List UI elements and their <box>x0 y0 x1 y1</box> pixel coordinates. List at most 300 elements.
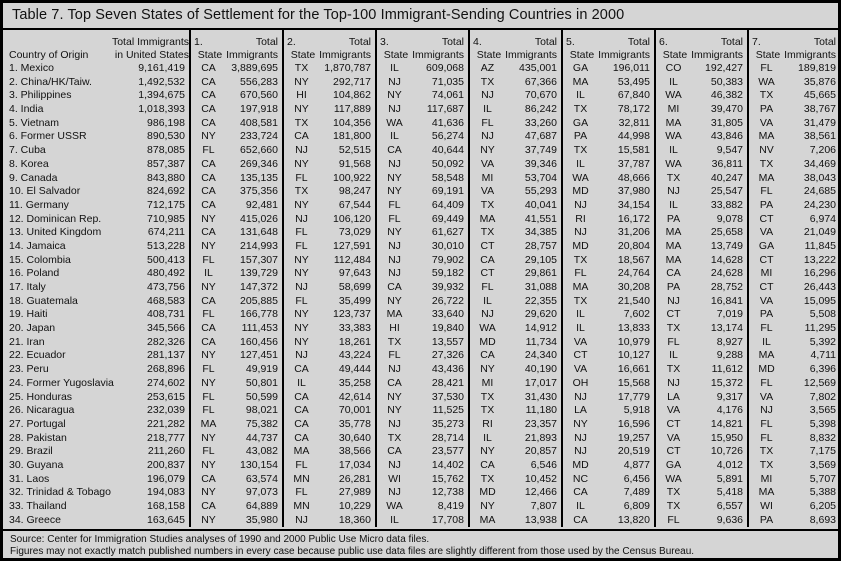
table-row <box>3 391 838 405</box>
immigrants-cell-5: 15,568 <box>617 376 650 389</box>
immigrants-cell-7: 34,469 <box>803 157 836 170</box>
state-cell-2: CA <box>282 418 319 432</box>
immigrants-cell-5: 17,779 <box>617 390 650 403</box>
immigrants-cell-7: 8,693 <box>809 513 836 526</box>
immigrants-cell-7: 5,398 <box>809 417 836 430</box>
state-cell-5: TX <box>561 144 598 158</box>
country-cell: 3. Philippines <box>9 89 72 102</box>
header-group-5-total-immigrants: Total Immigrants <box>598 36 650 61</box>
table-row <box>3 76 838 90</box>
state-cell-3: NY <box>375 404 412 418</box>
immigrants-cell-4: 29,105 <box>524 253 557 266</box>
country-cell: 17. Italy <box>9 281 46 293</box>
state-cell-6: FL <box>654 336 691 350</box>
table-row <box>3 172 838 186</box>
country-cell: 20. Japan <box>9 322 56 335</box>
state-cell-6: FL <box>654 514 691 528</box>
immigrants-cell-7: 26,443 <box>803 281 836 293</box>
immigrants-cell-3: 27,326 <box>431 349 464 362</box>
immigrants-cell-3: 28,421 <box>431 376 464 389</box>
state-cell-2: CA <box>282 404 319 418</box>
state-cell-2: FL <box>282 295 319 309</box>
country-cell: 22. Ecuador <box>9 349 66 362</box>
immigrants-cell-2: 91,568 <box>338 157 371 170</box>
immigrants-cell-2: 104,356 <box>333 116 371 129</box>
immigrants-cell-2: 27,989 <box>338 486 371 499</box>
header-group-1-total-immigrants: Total Immigrants <box>226 36 278 61</box>
immigrants-cell-3: 14,402 <box>431 458 464 471</box>
state-cell-3: WI <box>375 473 412 487</box>
country-cell: 16. Poland <box>9 267 60 280</box>
state-cell-6: CT <box>654 445 691 459</box>
state-cell-4: TX <box>468 76 505 90</box>
state-cell-4: CA <box>468 349 505 363</box>
immigrants-cell-2: 97,643 <box>338 267 371 280</box>
table-row <box>3 473 838 487</box>
immigrants-cell-7: 15,095 <box>803 294 836 307</box>
state-cell-7: PA <box>747 103 784 117</box>
immigrants-cell-3: 74,061 <box>431 89 464 102</box>
state-cell-7: MA <box>747 486 784 500</box>
header-group-2-total-immigrants: Total Immigrants <box>319 36 371 61</box>
immigrants-cell-1: 375,356 <box>240 185 278 198</box>
state-cell-4: WA <box>468 322 505 336</box>
total-us-immigrants-cell: 221,282 <box>147 417 185 430</box>
immigrants-cell-4: 6,546 <box>530 458 557 471</box>
immigrants-cell-5: 10,979 <box>617 335 650 348</box>
state-cell-7: VA <box>747 391 784 405</box>
source-note: Source: Center for Immigration Studies analyses of 1990 and 2000 Public Use Micro data files. <box>10 534 430 546</box>
immigrants-cell-5: 10,127 <box>617 349 650 362</box>
state-cell-6: PA <box>654 281 691 295</box>
state-cell-6: MA <box>654 254 691 268</box>
state-cell-2: TX <box>282 185 319 199</box>
immigrants-cell-4: 31,430 <box>524 390 557 403</box>
state-cell-2: NJ <box>282 213 319 227</box>
immigrants-cell-3: 26,722 <box>431 294 464 307</box>
state-cell-1: CA <box>189 473 226 487</box>
immigrants-cell-6: 6,557 <box>716 500 743 512</box>
state-cell-6: CT <box>654 418 691 432</box>
state-cell-6: CT <box>654 308 691 322</box>
state-cell-2: NJ <box>282 281 319 295</box>
state-cell-4: IL <box>468 103 505 117</box>
header-group-6-number-state: 6. State <box>654 30 691 62</box>
immigrants-cell-4: 37,749 <box>524 144 557 157</box>
immigrants-cell-3: 71,035 <box>431 75 464 88</box>
immigrants-cell-5: 30,208 <box>617 281 650 293</box>
immigrants-cell-2: 38,566 <box>338 445 371 458</box>
state-cell-5: LA <box>561 404 598 418</box>
immigrants-cell-7: 35,876 <box>803 75 836 88</box>
state-cell-5: NJ <box>561 199 598 213</box>
state-cell-3: NJ <box>375 486 412 500</box>
table-row <box>3 432 838 446</box>
header-group-3-total-immigrants: Total Immigrants <box>412 36 464 61</box>
state-cell-7: VA <box>747 226 784 240</box>
total-us-immigrants-cell: 473,756 <box>147 281 185 293</box>
immigrants-cell-2: 100,922 <box>333 171 371 184</box>
immigrants-cell-5: 196,011 <box>612 62 650 74</box>
immigrants-cell-3: 69,191 <box>431 185 464 198</box>
state-cell-1: NY <box>189 240 226 254</box>
state-cell-7: FL <box>747 432 784 446</box>
immigrants-cell-2: 17,034 <box>338 458 371 471</box>
immigrants-cell-4: 29,861 <box>524 267 557 280</box>
country-cell: 18. Guatemala <box>9 294 78 307</box>
state-cell-4: MA <box>468 213 505 227</box>
state-cell-1: CA <box>189 158 226 172</box>
total-us-immigrants-cell: 253,615 <box>147 390 185 403</box>
immigrants-cell-4: 7,807 <box>530 500 557 512</box>
immigrants-cell-7: 38,767 <box>803 103 836 116</box>
state-cell-1: FL <box>189 308 226 322</box>
state-cell-4: FL <box>468 281 505 295</box>
immigrants-cell-1: 160,456 <box>240 335 278 348</box>
total-us-immigrants-cell: 513,228 <box>147 239 185 252</box>
table-row <box>3 404 838 418</box>
immigrants-cell-7: 8,832 <box>809 431 836 444</box>
immigrants-cell-4: 67,366 <box>524 75 557 88</box>
state-cell-4: VA <box>468 185 505 199</box>
state-cell-3: WA <box>375 117 412 131</box>
state-cell-7: MI <box>747 267 784 281</box>
immigrants-cell-4: 40,041 <box>524 198 557 211</box>
total-us-immigrants-cell: 824,692 <box>147 185 185 198</box>
immigrants-cell-6: 8,927 <box>716 335 743 348</box>
immigrants-cell-4: 13,938 <box>524 513 557 526</box>
state-cell-7: PA <box>747 199 784 213</box>
immigrants-cell-3: 609,068 <box>426 62 464 74</box>
state-cell-2: TX <box>282 62 319 76</box>
immigrants-cell-3: 41,636 <box>431 116 464 129</box>
total-us-immigrants-cell: 480,492 <box>147 267 185 280</box>
state-cell-2: NY <box>282 336 319 350</box>
immigrants-cell-3: 15,762 <box>431 472 464 485</box>
immigrants-cell-5: 53,495 <box>617 75 650 88</box>
table-row <box>3 62 838 76</box>
immigrants-cell-4: 55,293 <box>524 185 557 198</box>
state-cell-4: NY <box>468 363 505 377</box>
immigrants-cell-6: 4,012 <box>716 458 743 471</box>
country-cell: 26. Nicaragua <box>9 404 75 417</box>
immigrants-cell-2: 35,499 <box>338 294 371 307</box>
immigrants-cell-7: 13,222 <box>803 253 836 266</box>
immigrants-cell-3: 28,714 <box>431 431 464 444</box>
immigrants-cell-4: 41,551 <box>524 212 557 225</box>
state-cell-1: CA <box>189 185 226 199</box>
state-cell-5: NJ <box>561 226 598 240</box>
state-cell-1: NY <box>189 377 226 391</box>
state-cell-7: PA <box>747 308 784 322</box>
immigrants-cell-1: 75,382 <box>245 417 278 430</box>
immigrants-cell-5: 19,257 <box>617 431 650 444</box>
state-cell-6: LA <box>654 391 691 405</box>
header-group-7-total-immigrants: Total Immigrants <box>784 36 836 61</box>
immigrants-cell-3: 11,525 <box>432 404 464 417</box>
state-cell-7: MA <box>747 130 784 144</box>
immigrants-cell-2: 73,029 <box>338 226 371 239</box>
immigrants-cell-6: 50,383 <box>710 75 743 88</box>
immigrants-cell-6: 5,418 <box>716 486 743 499</box>
state-cell-6: NJ <box>654 185 691 199</box>
country-cell: 21. Iran <box>9 335 45 348</box>
immigrants-cell-7: 11,295 <box>804 322 836 335</box>
immigrants-cell-2: 67,544 <box>338 198 371 211</box>
state-cell-6: TX <box>654 363 691 377</box>
country-cell: 19. Haiti <box>9 308 48 321</box>
header-group-1-number-state: 1. State <box>189 30 226 62</box>
state-cell-1: CA <box>189 295 226 309</box>
immigrants-cell-7: 5,508 <box>809 308 836 321</box>
table-row <box>3 514 838 528</box>
table-row <box>3 144 838 158</box>
state-cell-7: TX <box>747 445 784 459</box>
state-cell-5: MD <box>561 240 598 254</box>
state-cell-4: MD <box>468 336 505 350</box>
state-cell-6: IL <box>654 199 691 213</box>
immigrants-cell-4: 22,355 <box>524 294 557 307</box>
header-group-5-number-state: 5. State <box>561 30 598 62</box>
immigrants-cell-1: 233,724 <box>240 130 278 143</box>
state-cell-3: MA <box>375 308 412 322</box>
immigrants-cell-5: 13,820 <box>617 513 650 526</box>
total-us-immigrants-cell: 168,158 <box>147 500 185 512</box>
immigrants-cell-3: 56,274 <box>431 130 464 143</box>
immigrants-cell-1: 147,372 <box>240 281 278 293</box>
country-cell: 30. Guyana <box>9 458 64 471</box>
table-row <box>3 240 838 254</box>
state-cell-2: CA <box>282 363 319 377</box>
state-cell-3: FL <box>375 213 412 227</box>
state-cell-3: TX <box>375 432 412 446</box>
state-cell-5: MD <box>561 459 598 473</box>
state-cell-1: NY <box>189 349 226 363</box>
immigrants-cell-7: 21,049 <box>803 226 836 239</box>
state-cell-4: NJ <box>468 89 505 103</box>
state-cell-4: CT <box>468 240 505 254</box>
state-cell-6: TX <box>654 172 691 186</box>
immigrants-cell-4: 10,452 <box>524 472 557 485</box>
immigrants-cell-1: 135,135 <box>240 171 278 184</box>
immigrants-cell-3: 61,627 <box>431 226 464 239</box>
country-cell: 11. Germany <box>9 198 69 211</box>
state-cell-3: FL <box>375 199 412 213</box>
immigrants-cell-1: 197,918 <box>240 103 278 116</box>
table-row <box>3 445 838 459</box>
country-cell: 8. Korea <box>9 157 49 170</box>
state-cell-3: NJ <box>375 254 412 268</box>
country-cell: 13. United Kingdom <box>9 226 102 239</box>
immigrants-cell-5: 32,811 <box>618 116 650 129</box>
immigrants-cell-1: 98,021 <box>245 404 278 417</box>
state-cell-4: MD <box>468 486 505 500</box>
total-us-immigrants-cell: 408,731 <box>147 308 185 321</box>
state-cell-3: FL <box>375 349 412 363</box>
state-cell-1: CA <box>189 500 226 514</box>
state-cell-5: CA <box>561 486 598 500</box>
immigrants-cell-2: 104,862 <box>333 89 371 102</box>
immigrants-cell-1: 556,283 <box>240 75 278 88</box>
state-cell-7: MD <box>747 363 784 377</box>
immigrants-cell-6: 192,427 <box>705 62 743 74</box>
header-in-united-states-label: in United States <box>114 49 189 61</box>
immigrants-cell-1: 64,889 <box>245 500 278 512</box>
state-cell-2: NJ <box>282 349 319 363</box>
country-cell: 24. Former Yugoslavia <box>9 376 114 389</box>
immigrants-cell-2: 43,224 <box>338 349 371 362</box>
state-cell-7: CT <box>747 254 784 268</box>
immigrants-cell-4: 70,670 <box>524 89 557 102</box>
total-us-immigrants-cell: 163,645 <box>147 513 185 526</box>
immigrants-cell-4: 24,340 <box>524 349 557 362</box>
immigrants-cell-7: 5,392 <box>809 335 836 348</box>
immigrants-cell-6: 13,749 <box>710 239 743 252</box>
immigrants-cell-2: 123,737 <box>333 308 371 321</box>
state-cell-5: NY <box>561 418 598 432</box>
immigrants-cell-5: 15,581 <box>617 144 650 157</box>
total-us-immigrants-cell: 196,079 <box>147 472 185 485</box>
immigrants-cell-5: 16,661 <box>617 363 650 376</box>
immigrants-cell-3: 17,708 <box>431 513 464 526</box>
state-cell-7: MA <box>747 172 784 186</box>
immigrants-cell-2: 18,261 <box>338 335 371 348</box>
immigrants-cell-2: 26,281 <box>338 472 371 485</box>
immigrants-cell-4: 39,346 <box>524 157 557 170</box>
immigrants-cell-1: 131,648 <box>240 226 278 239</box>
immigrants-cell-2: 292,717 <box>333 75 371 88</box>
state-cell-5: NJ <box>561 432 598 446</box>
state-cell-7: FL <box>747 377 784 391</box>
state-cell-2: NY <box>282 76 319 90</box>
immigrants-cell-1: 130,154 <box>240 458 278 471</box>
immigrants-cell-2: 98,247 <box>338 185 371 198</box>
total-us-immigrants-cell: 843,880 <box>147 171 185 184</box>
immigrants-cell-3: 23,577 <box>431 445 464 458</box>
immigrants-cell-6: 16,841 <box>710 294 743 307</box>
state-cell-1: NY <box>189 486 226 500</box>
total-us-immigrants-cell: 282,326 <box>147 335 185 348</box>
state-cell-3: CA <box>375 445 412 459</box>
total-us-immigrants-cell: 194,083 <box>147 486 185 499</box>
country-cell: 25. Honduras <box>9 390 73 403</box>
state-cell-5: TX <box>561 295 598 309</box>
state-cell-5: CA <box>561 514 598 528</box>
country-cell: 1. Mexico <box>9 62 54 74</box>
total-us-immigrants-cell: 710,985 <box>147 212 185 225</box>
table-row <box>3 377 838 391</box>
state-cell-6: MA <box>654 117 691 131</box>
state-cell-7: FL <box>747 418 784 432</box>
total-us-immigrants-cell: 674,211 <box>147 226 185 239</box>
state-cell-3: WA <box>375 500 412 514</box>
immigrants-cell-7: 7,206 <box>809 144 836 157</box>
immigrants-cell-4: 86,242 <box>524 103 557 116</box>
state-cell-3: NY <box>375 89 412 103</box>
country-cell: 33. Thailand <box>9 500 67 512</box>
state-cell-3: TX <box>375 336 412 350</box>
immigrants-cell-3: 43,436 <box>431 363 464 376</box>
state-cell-3: NY <box>375 295 412 309</box>
state-cell-6: VA <box>654 432 691 446</box>
state-cell-5: TX <box>561 103 598 117</box>
country-cell: 6. Former USSR <box>9 130 87 143</box>
state-cell-5: GA <box>561 62 598 76</box>
immigrants-cell-1: 49,919 <box>245 363 278 376</box>
header-country-of-origin-label: Country of Origin <box>9 49 89 61</box>
immigrants-cell-5: 5,918 <box>623 404 650 417</box>
immigrants-cell-5: 44,998 <box>617 130 650 143</box>
state-cell-6: VA <box>654 404 691 418</box>
immigrants-cell-5: 31,206 <box>617 226 650 239</box>
table-row <box>3 117 838 131</box>
state-cell-4: NY <box>468 500 505 514</box>
state-cell-4: CT <box>468 267 505 281</box>
state-cell-7: CT <box>747 281 784 295</box>
immigrants-cell-4: 11,734 <box>525 335 557 348</box>
immigrants-cell-2: 106,120 <box>333 212 371 225</box>
immigrants-cell-2: 42,614 <box>338 390 371 403</box>
state-cell-6: IL <box>654 349 691 363</box>
total-us-immigrants-cell: 890,530 <box>147 130 185 143</box>
state-cell-4: MI <box>468 377 505 391</box>
state-cell-1: NY <box>189 130 226 144</box>
state-cell-7: NJ <box>747 404 784 418</box>
immigrants-cell-5: 21,540 <box>617 294 650 307</box>
state-cell-1: NY <box>189 432 226 446</box>
state-cell-2: NY <box>282 267 319 281</box>
state-cell-5: VA <box>561 336 598 350</box>
table-row <box>3 500 838 514</box>
immigrants-cell-5: 37,980 <box>617 185 650 198</box>
state-cell-2: FL <box>282 172 319 186</box>
state-cell-6: NJ <box>654 377 691 391</box>
immigrants-cell-1: 652,660 <box>240 144 278 157</box>
immigrants-cell-2: 49,444 <box>338 363 371 376</box>
immigrants-cell-7: 6,396 <box>809 363 836 376</box>
state-cell-5: NJ <box>561 391 598 405</box>
immigrants-cell-3: 12,738 <box>431 486 464 499</box>
state-cell-2: FL <box>282 240 319 254</box>
total-us-immigrants-cell: 468,583 <box>147 294 185 307</box>
state-cell-4: TX <box>468 404 505 418</box>
immigrants-cell-4: 23,357 <box>524 417 557 430</box>
state-cell-7: NV <box>747 144 784 158</box>
header-country-total <box>9 30 189 62</box>
state-cell-7: TX <box>747 89 784 103</box>
immigrants-cell-1: 63,574 <box>245 472 278 485</box>
table-row <box>3 158 838 172</box>
state-cell-2: NY <box>282 308 319 322</box>
header-group-2-number-state: 2. State <box>282 30 319 62</box>
immigrants-cell-5: 24,764 <box>617 267 650 280</box>
state-cell-1: CA <box>189 199 226 213</box>
state-cell-2: NJ <box>282 514 319 528</box>
immigrants-cell-6: 31,805 <box>710 116 743 129</box>
state-cell-4: RI <box>468 418 505 432</box>
total-us-immigrants-cell: 857,387 <box>147 157 185 170</box>
immigrants-cell-4: 29,620 <box>524 308 557 321</box>
table-row <box>3 322 838 336</box>
immigrants-cell-7: 189,819 <box>798 62 836 74</box>
table-row <box>3 226 838 240</box>
total-us-immigrants-cell: 268,896 <box>147 363 185 376</box>
immigrants-cell-1: 43,082 <box>245 445 278 458</box>
header-group-7-number-state: 7. State <box>747 30 784 62</box>
immigrants-cell-5: 16,172 <box>617 212 650 225</box>
state-cell-3: NJ <box>375 76 412 90</box>
state-cell-3: NJ <box>375 267 412 281</box>
